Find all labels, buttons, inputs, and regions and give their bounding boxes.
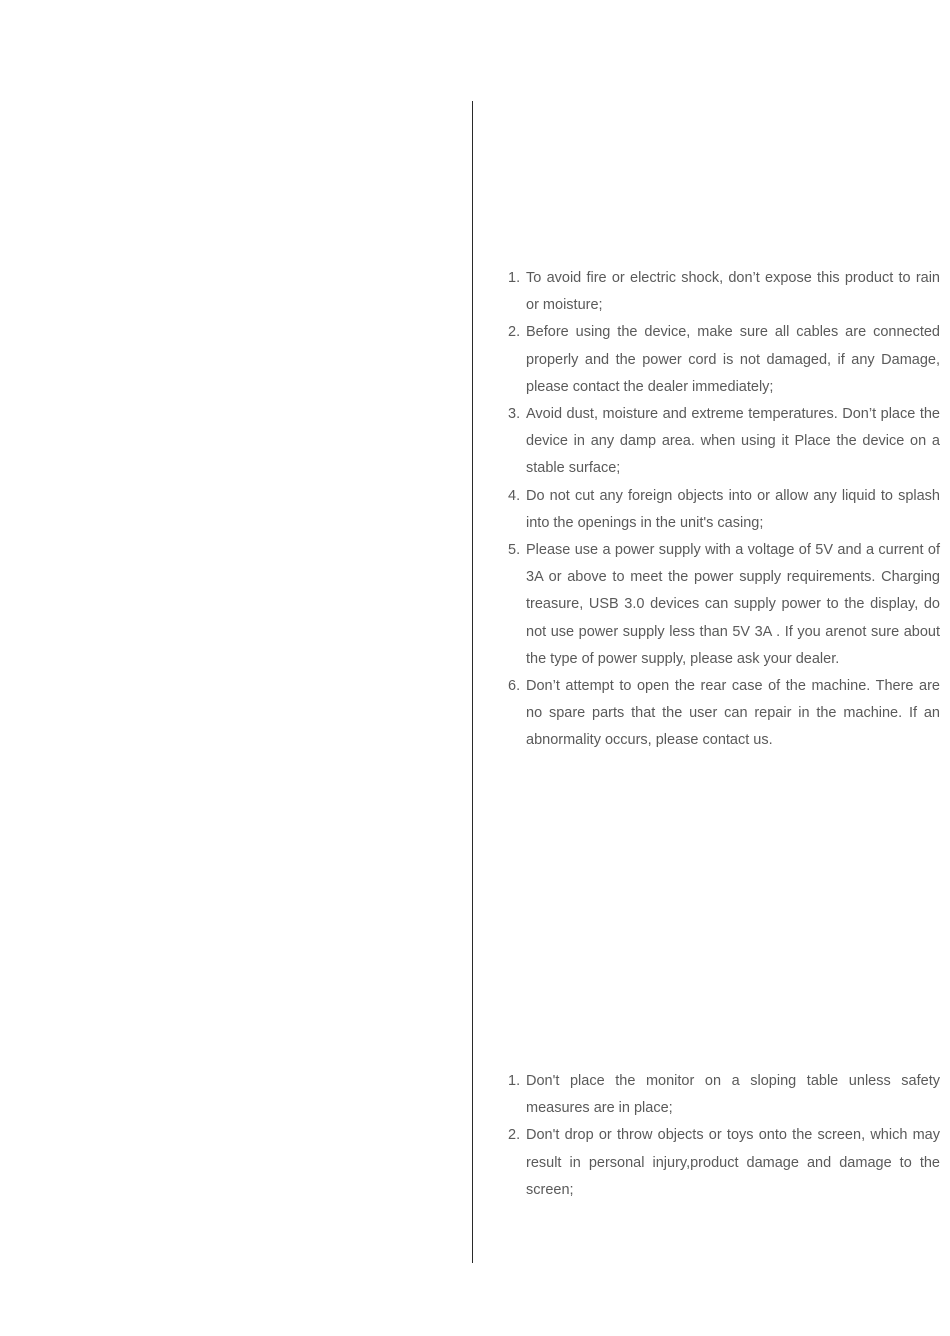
- item-number: 1.: [508, 1073, 521, 1089]
- item-number: 3.: [508, 406, 521, 423]
- list-item: [508, 401, 940, 483]
- vertical-divider: [472, 101, 473, 1263]
- item-text: Don't place the monitor on a sloping table unless safety measures are in place;: [526, 1073, 940, 1117]
- item-text: Please use a power supply with a voltage of 5V and a current of 3A or above to meet the power supply requirements. Charging treasure, USB 3.0 devices can supply power to the display, do not use power supply less than 5V 3A . If you arenot sure about the type of power supply, please ask your dealer.: [526, 542, 940, 667]
- item-number: 2.: [508, 324, 521, 341]
- safety-list-2: [508, 1068, 940, 1204]
- item-number: 4.: [508, 487, 521, 504]
- item-number: 5.: [508, 542, 521, 559]
- item-text: Don’t attempt to open the rear case of the machine. There are no spare parts that the user can repair in the machine. If an abnormality occurs, please contact us.: [526, 678, 940, 749]
- list-item: [508, 483, 940, 537]
- item-number: 1.: [508, 270, 521, 286]
- item-text: To avoid fire or electric shock, don’t expose this product to rain or moisture;: [526, 270, 940, 314]
- item-number: 2.: [508, 1127, 521, 1144]
- item-text: Avoid dust, moisture and extreme temperatures. Don’t place the device in any damp area. when using it Place the device on a stable surface;: [526, 406, 940, 477]
- list-item: [508, 537, 940, 673]
- item-text: Don't drop or throw objects or toys onto the screen, which may result in personal injury,product damage and damage to the screen;: [526, 1127, 940, 1198]
- list-item: [508, 1068, 940, 1122]
- list-item: [508, 265, 940, 319]
- list-item: [508, 319, 940, 401]
- safety-list-1: [508, 265, 940, 755]
- item-number: 6.: [508, 678, 521, 695]
- item-text: Do not cut any foreign objects into or allow any liquid to splash into the openings in the unit's casing;: [526, 487, 940, 531]
- item-text: Before using the device, make sure all cables are connected properly and the power cord is not damaged, if any Damage, please contact the dealer immediately;: [526, 324, 940, 395]
- list-item: [508, 673, 940, 755]
- list-item: [508, 1122, 940, 1204]
